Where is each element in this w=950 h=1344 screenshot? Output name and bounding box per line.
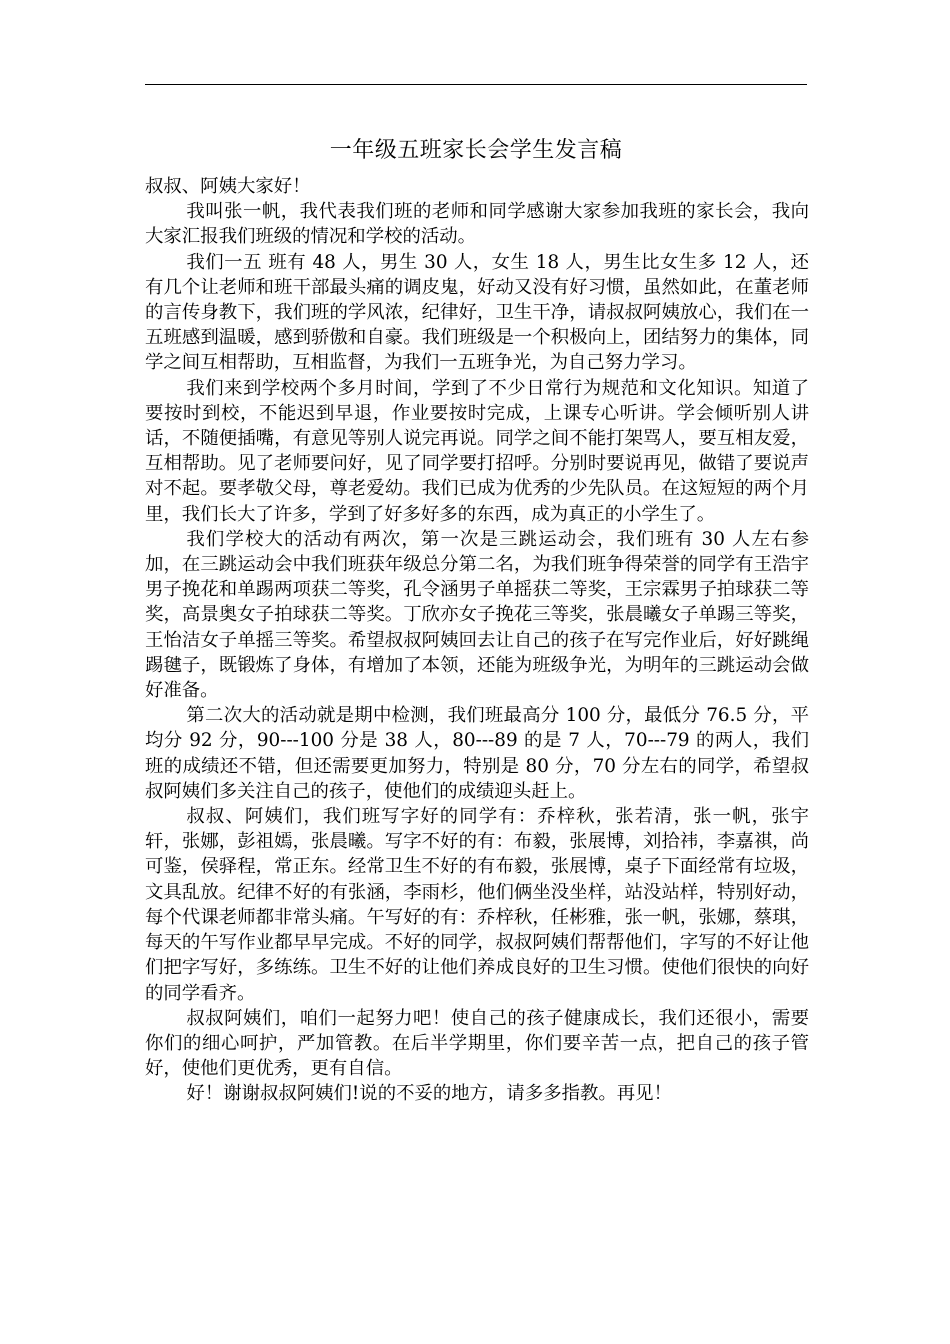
paragraph-sports-meet: 我们学校大的活动有两次，第一次是三跳运动会，我们班有 30 人左右参加，在三跳运动会中我们班获年级总分第二名，为我们班争得荣誉的同学有王浩宇男子挽花和单踢两项获二等奖，孔令涵男子单摇获二等奖，王宗霖男子拍球获二等奖，高景奥女子拍球获二等奖。丁欣亦女子挽花三等奖，张晨曦女子单踢三等奖，王怡洁女子单摇三等奖。希望叔叔阿姨回去让自己的孩子在写完作业后，好好跳绳踢毽子，既锻炼了身体，有增加了本领，还能为班级争光，为明年的三跳运动会做好准备。 (145, 528, 809, 702)
paragraph-class-overview: 我们一五 班有 48 人，男生 30 人，女生 18 人，男生比女生多 12 人，还有几个让老师和班干部最头痛的调皮鬼，好动又没有好习惯，虽然如此，在董老师的言传身教下，我们班的学风浓，纪律好，卫生干净，请叔叔阿姨放心，我们在一五班感到温暖，感到骄傲和自豪。我们班级是一个积极向上，团结努力的集体，同学之间互相帮助，互相监督，为我们一五班争光，为自己努力学习。 (145, 251, 809, 374)
paragraph-learning: 我们来到学校两个多月时间，学到了不少日常行为规范和文化知识。知道了要按时到校，不能迟到早退，作业要按时完成，上课专心听讲。学会倾听别人讲话，不随便插嘴，有意见等别人说完再说。同学之间不能打架骂人，要互相友爱，互相帮助。见了老师要问好，见了同学要打招呼。分别时要说再见，做错了要说声对不起。要孝敬父母，尊老爱幼。我们已成为优秀的少先队员。在这短短的两个月里，我们长大了许多，学到了好多好多的东西，成为真正的小学生了。 (145, 377, 809, 525)
paragraph-students-report: 叔叔、阿姨们，我们班写字好的同学有：乔梓秋，张若清，张一帆，张宇轩，张娜，彭祖嫣，张晨曦。写字不好的有：布毅，张展博，刘拾祎，李嘉祺，尚可鉴，侯驿程，常正东。经常卫生不好的有布毅，张展博，桌子下面经常有垃圾，文具乱放。纪律不好的有张涵，李雨杉，他们俩坐没坐样，站没站样，特别好动，每个代课老师都非常头痛。午写好的有：乔梓秋，任彬雅，张一帆，张娜，蔡琪，每天的午写作业都早早完成。不好的同学，叔叔阿姨们帮帮他们，字写的不好让他们把字写好，多练练。卫生不好的让他们养成良好的卫生习惯。使他们很快的向好的同学看齐。 (145, 806, 809, 1004)
document-body (145, 174, 809, 1107)
paragraph-appeal: 叔叔阿姨们，咱们一起努力吧！使自己的孩子健康成长，我们还很小，需要你们的细心呵护，严加管教。在后半学期里，你们要辛苦一点，把自己的孩子管好，使他们更优秀，更有自信。 (145, 1007, 809, 1080)
greeting: 叔叔、阿姨大家好！ (145, 176, 311, 197)
document-title: 一年级五班家长会学生发言稿 (329, 138, 623, 163)
header-rule (145, 84, 807, 85)
paragraph-closing: 好！谢谢叔叔阿姨们!说的不妥的地方，请多多指教。再见！ (186, 1083, 672, 1105)
paragraph-introduction: 我叫张一帆，我代表我们班的老师和同学感谢大家参加我班的家长会，我向大家汇报我们班级的情况和学校的活动。 (145, 201, 809, 248)
paragraph-midterm-exam: 第二次大的活动就是期中检测，我们班最高分 100 分，最低分 76.5 分，平均分 92 分，90---100 分是 38 人，80---89 的是 7 人，70---79 的两人，我们班的成绩还不错，但还需要更加努力，特别是 80 分，70 分左右的同学，希望叔叔阿姨们多关注自己的孩子，使他们的成绩迎头赶上。 (145, 705, 809, 802)
